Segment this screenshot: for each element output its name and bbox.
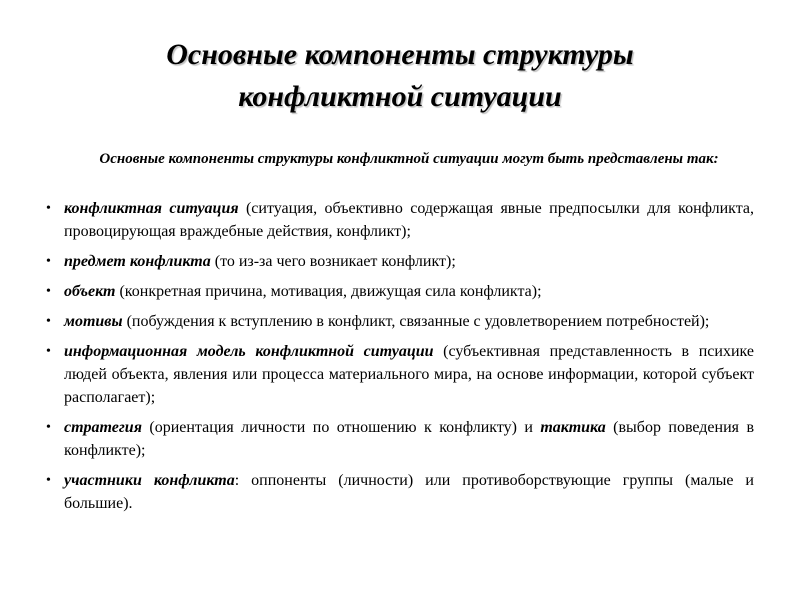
bullet-icon: • bbox=[46, 314, 51, 329]
intro-text: Основные компоненты структуры конфликтной ситуации могут быть представлены так: bbox=[99, 151, 719, 167]
slide-title bbox=[40, 34, 760, 118]
item-text: : оппоненты (личности) или противоборствующие группы (малые и большие). bbox=[64, 472, 754, 512]
bullet-icon: • bbox=[46, 284, 51, 299]
item-term: объект bbox=[64, 283, 116, 300]
list-item bbox=[44, 250, 754, 273]
bullet-icon: • bbox=[46, 344, 51, 359]
title-line-1: Основные компоненты структуры bbox=[166, 38, 634, 71]
item-text: (ситуация, объективно содержащая явные предпосылки для конфликта, провоцирующая враждебные действия, конфликт); bbox=[64, 200, 755, 240]
item-term: мотивы bbox=[64, 313, 123, 330]
list-item bbox=[44, 416, 754, 462]
list-item bbox=[44, 280, 754, 303]
bullet-icon: • bbox=[46, 201, 51, 216]
bullet-icon: • bbox=[46, 254, 51, 269]
item-text-2: (выбор поведения в конфликте); bbox=[64, 419, 754, 459]
item-term: участники конфликта bbox=[64, 472, 235, 489]
item-term: предмет конфликта bbox=[64, 253, 211, 270]
list-item bbox=[44, 310, 754, 333]
bullet-icon: • bbox=[46, 473, 51, 488]
item-text: (ориентация личности по отношению к конфликту) и bbox=[141, 419, 541, 436]
item-text: (субъективная представленность в психике людей объекта, явления или процесса материального мира, на основе информации, которой субъект располагает); bbox=[64, 343, 754, 406]
title-line-2: конфликтной ситуации bbox=[238, 80, 562, 113]
item-term-2: тактика bbox=[540, 419, 606, 436]
list-item bbox=[44, 340, 754, 409]
bullet-icon: • bbox=[46, 420, 51, 435]
item-term: конфликтная ситуация bbox=[64, 200, 239, 217]
item-text: (то из-за чего возникает конфликт); bbox=[210, 253, 456, 270]
item-text: (конкретная причина, мотивация, движущая сила конфликта); bbox=[115, 283, 542, 300]
item-text: (побуждения к вступлению в конфликт, связанные с удовлетворением потребностей); bbox=[122, 313, 710, 330]
list-item bbox=[44, 469, 754, 515]
item-term: информационная модель конфликтной ситуации bbox=[64, 343, 434, 360]
item-term: стратегия bbox=[64, 419, 142, 436]
components-list bbox=[44, 197, 754, 522]
list-item bbox=[44, 197, 754, 243]
